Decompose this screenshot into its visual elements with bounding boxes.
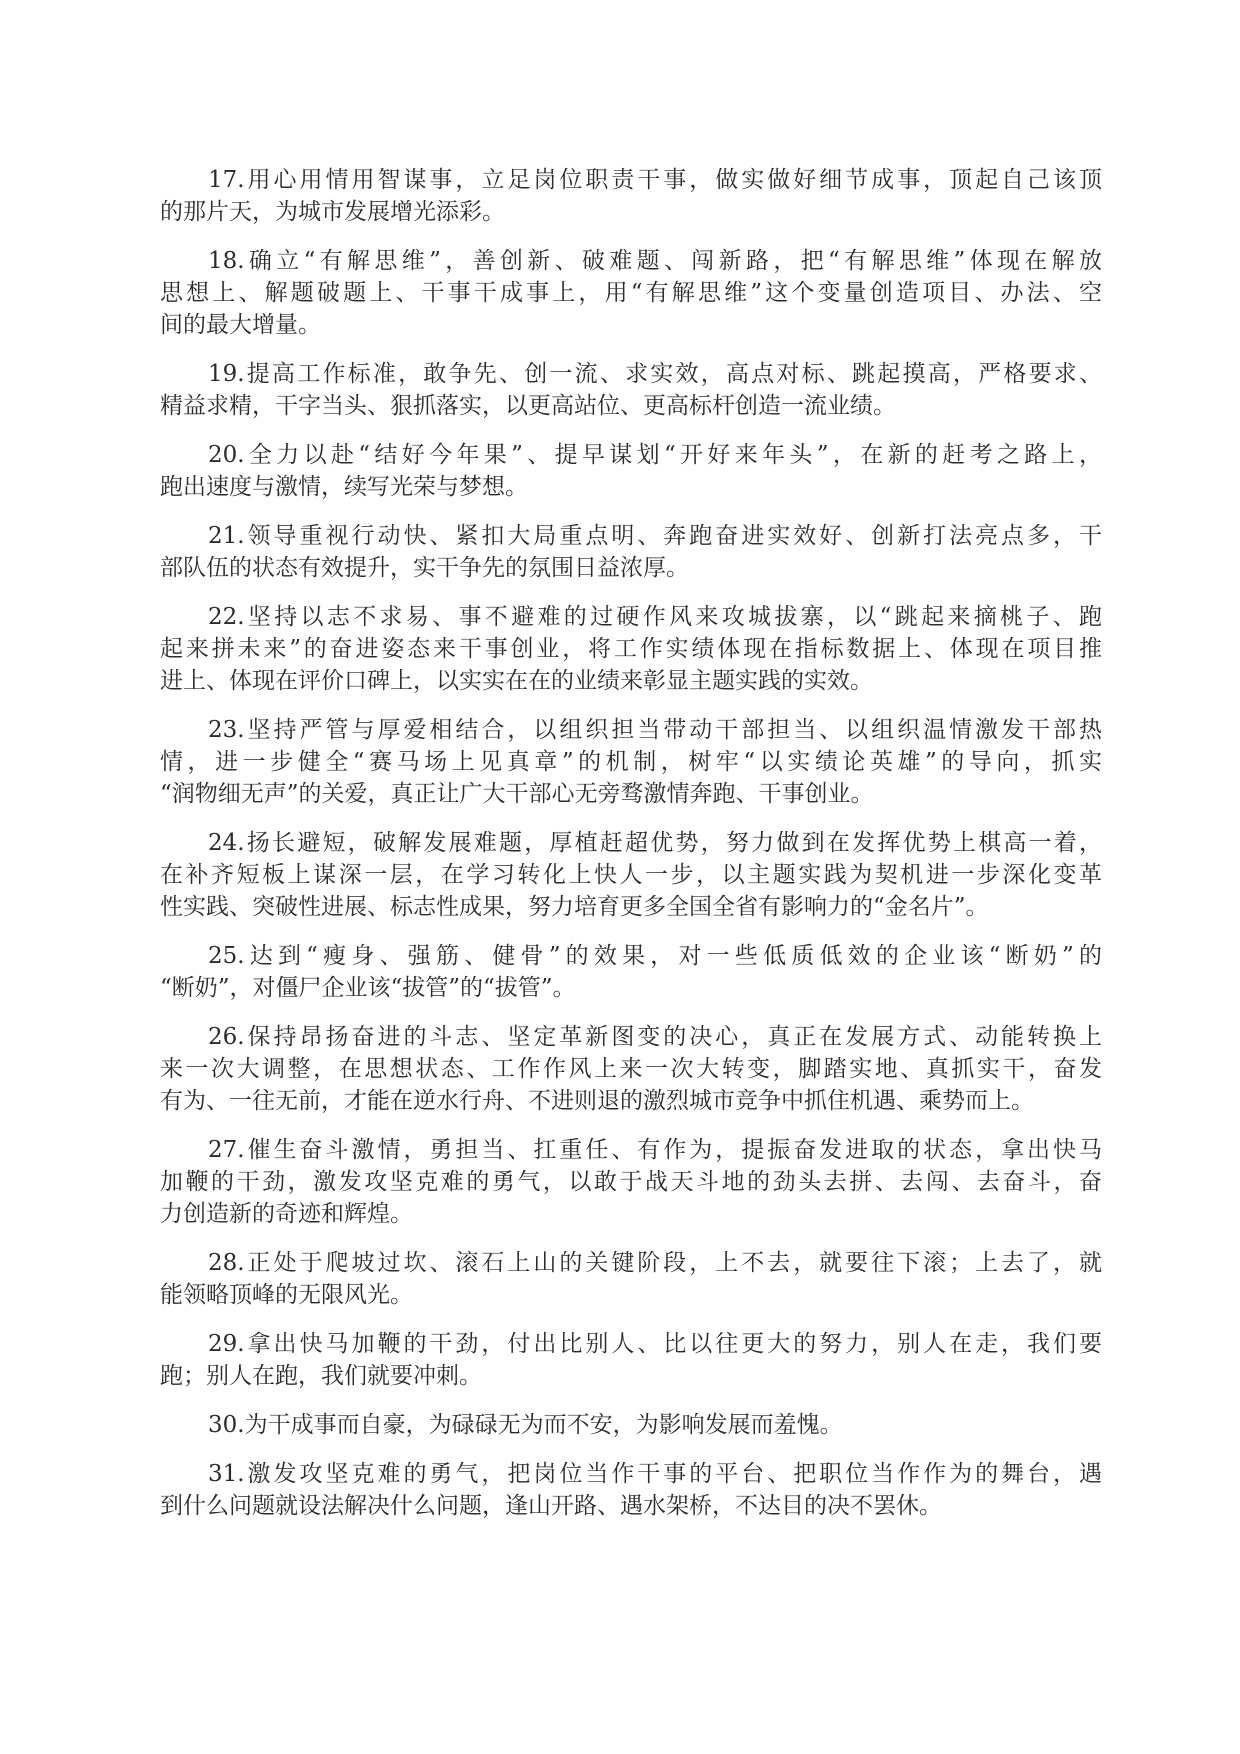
paragraph bbox=[160, 827, 1102, 923]
paragraph-line: 思想上、解题破题上、干事干成事上，用“有解思维”这个变量创造项目、办法、空 bbox=[160, 280, 1102, 306]
paragraph-line: 18.确立“有解思维”，善创新、破难题、闯新路，把“有解思维”体现在解放 bbox=[208, 248, 1102, 274]
paragraph-line: 31.激发攻坚克难的勇气，把岗位当作干事的平台、把职位当作作为的舞台，遇 bbox=[208, 1461, 1102, 1487]
paragraph-line: 跑出速度与激情，续写光荣与梦想。 bbox=[160, 474, 528, 500]
paragraph-line: 性实践、突破性进展、标志性成果，努力培育更多全国全省有影响力的“金名片”。 bbox=[160, 894, 989, 920]
paragraph-line: 26.保持昂扬奋进的斗志、坚定革新图变的决心，真正在发展方式、动能转换上 bbox=[208, 1024, 1102, 1050]
paragraph-line: 21.领导重视行动快、紧扣大局重点明、奔跑奋进实效好、创新打法亮点多，干 bbox=[208, 523, 1102, 549]
paragraph bbox=[160, 1328, 1102, 1392]
paragraph-line: 25.达到“瘦身、强筋、健骨”的效果，对一些低质低效的企业该“断奶”的 bbox=[208, 943, 1102, 969]
paragraph-line: 的那片天，为城市发展增光添彩。 bbox=[160, 199, 505, 225]
paragraph bbox=[160, 1021, 1102, 1117]
paragraph-line: 到什么问题就设法解决什么问题，逢山开路、遇水架桥，不达目的决不罢休。 bbox=[160, 1493, 942, 1519]
paragraph bbox=[160, 601, 1102, 697]
paragraph-line: “润物细无声”的关爱，真正让广大干部心无旁骛激情奔跑、干事创业。 bbox=[160, 781, 874, 807]
paragraph-line: 来一次大调整，在思想状态、工作作风上来一次大转变，脚踏实地、真抓实干，奋发 bbox=[160, 1056, 1102, 1082]
paragraph bbox=[160, 940, 1102, 1004]
paragraph-line: 进上、体现在评价口碑上，以实实在在的业绩来彰显主题实践的实效。 bbox=[160, 668, 873, 694]
paragraph-line: 29.拿出快马加鞭的干劲，付出比别人、比以往更大的努力，别人在走，我们要 bbox=[208, 1331, 1102, 1357]
paragraph bbox=[160, 164, 1102, 228]
paragraph-line: 加鞭的干劲，激发攻坚克难的勇气，以敢于战天斗地的劲头去拼、去闯、去奋斗，奋 bbox=[160, 1169, 1102, 1195]
paragraph-line: 22.坚持以志不求易、事不避难的过硬作风来攻城拔寨，以“跳起来摘桃子、跑 bbox=[208, 604, 1102, 630]
paragraph-line: 能领略顶峰的无限风光。 bbox=[160, 1282, 413, 1308]
paragraph-line: 力创造新的奇迹和辉煌。 bbox=[160, 1201, 413, 1227]
paragraph-line: 23.坚持严管与厚爱相结合，以组织担当带动干部担当、以组织温情激发干部热 bbox=[208, 717, 1102, 743]
paragraph-line: 情，进一步健全“赛马场上见真章”的机制，树牢“以实绩论英雄”的导向，抓实 bbox=[160, 749, 1102, 775]
paragraph bbox=[160, 520, 1102, 584]
paragraph bbox=[160, 714, 1102, 810]
paragraph-line: 跑；别人在跑，我们就要冲刺。 bbox=[160, 1363, 482, 1389]
paragraph bbox=[160, 1458, 1102, 1522]
paragraph-line: 精益求精，干字当头、狠抓落实，以更高站位、更高标杆创造一流业绩。 bbox=[160, 393, 896, 419]
paragraph-line: 17.用心用情用智谋事，立足岗位职责干事，做实做好细节成事，顶起自己该顶 bbox=[208, 167, 1102, 193]
paragraph-line: 19.提高工作标准，敢争先、创一流、求实效，高点对标、跳起摸高，严格要求、 bbox=[208, 361, 1102, 387]
paragraph-line: 27.催生奋斗激情，勇担当、扛重任、有作为，提振奋发进取的状态，拿出快马 bbox=[208, 1137, 1102, 1163]
paragraph-line: 30.为干成事而自豪，为碌碌无为而不安，为影响发展而羞愧。 bbox=[208, 1412, 843, 1438]
paragraph-line: 间的最大增量。 bbox=[160, 312, 321, 338]
paragraph-line: 20.全力以赴“结好今年果”、提早谋划“开好来年头”，在新的赶考之路上， bbox=[208, 442, 1102, 468]
document-body bbox=[160, 164, 1102, 1539]
paragraph-line: 部队伍的状态有效提升，实干争先的氛围日益浓厚。 bbox=[160, 555, 689, 581]
paragraph bbox=[160, 1409, 1102, 1441]
paragraph bbox=[160, 245, 1102, 341]
paragraph-line: 起来拼未来”的奋进姿态来干事创业，将工作实绩体现在指标数据上、体现在项目推 bbox=[160, 636, 1102, 662]
paragraph-line: “断奶”，对僵尸企业该“拔管”的“拔管”。 bbox=[160, 975, 576, 1001]
paragraph bbox=[160, 1134, 1102, 1230]
paragraph bbox=[160, 358, 1102, 422]
paragraph-line: 有为、一往无前，才能在逆水行舟、不进则退的激烈城市竞争中抓住机遇、乘势而上。 bbox=[160, 1088, 1034, 1114]
paragraph-line: 28.正处于爬坡过坎、滚石上山的关键阶段，上不去，就要往下滚；上去了，就 bbox=[208, 1250, 1102, 1276]
paragraph bbox=[160, 439, 1102, 503]
paragraph-line: 24.扬长避短，破解发展难题，厚植赶超优势，努力做到在发挥优势上棋高一着， bbox=[208, 830, 1102, 856]
paragraph bbox=[160, 1247, 1102, 1311]
paragraph-line: 在补齐短板上谋深一层，在学习转化上快人一步，以主题实践为契机进一步深化变革 bbox=[160, 862, 1102, 888]
